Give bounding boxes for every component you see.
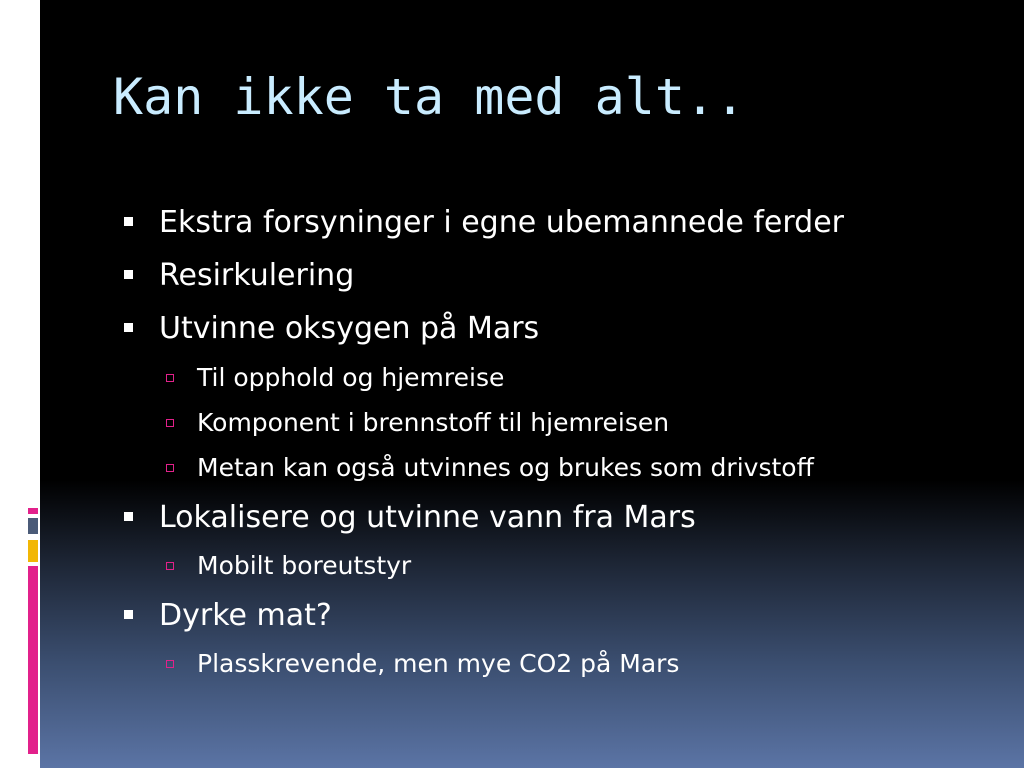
square-bullet-icon — [124, 610, 133, 619]
hollow-square-bullet-icon — [166, 562, 174, 570]
sub-bullet-text: Plasskrevende, men mye CO2 på Mars — [197, 649, 680, 678]
square-bullet-icon — [124, 512, 133, 521]
bullet-text: Dyrke mat? — [159, 598, 332, 633]
hollow-square-bullet-icon — [166, 660, 174, 668]
sub-bullet-text: Mobilt boreutstyr — [197, 551, 412, 580]
square-bullet-icon — [124, 270, 133, 279]
square-bullet-icon — [124, 323, 133, 332]
strip-mark-slate — [28, 518, 38, 534]
hollow-square-bullet-icon — [166, 374, 174, 382]
bullet-text: Utvinne oksygen på Mars — [159, 311, 540, 346]
bullet-text: Ekstra forsyninger i egne ubemannede ferder — [159, 205, 845, 240]
strip-mark-yellow — [28, 540, 38, 562]
bullet-text: Lokalisere og utvinne vann fra Mars — [159, 500, 696, 535]
slide-title: Kan ikke ta med alt.. — [113, 68, 746, 126]
bullet-text: Resirkulering — [159, 258, 355, 293]
hollow-square-bullet-icon — [166, 464, 174, 472]
hollow-square-bullet-icon — [166, 419, 174, 427]
strip-mark-pink-long — [28, 566, 38, 754]
sub-bullet-text: Komponent i brennstoff til hjemreisen — [197, 408, 670, 437]
strip-mark-pink-top — [28, 508, 38, 514]
sub-bullet-text: Metan kan også utvinnes og brukes som drivstoff — [197, 453, 814, 482]
sub-bullet-text: Til opphold og hjemreise — [197, 363, 505, 392]
square-bullet-icon — [124, 217, 133, 226]
